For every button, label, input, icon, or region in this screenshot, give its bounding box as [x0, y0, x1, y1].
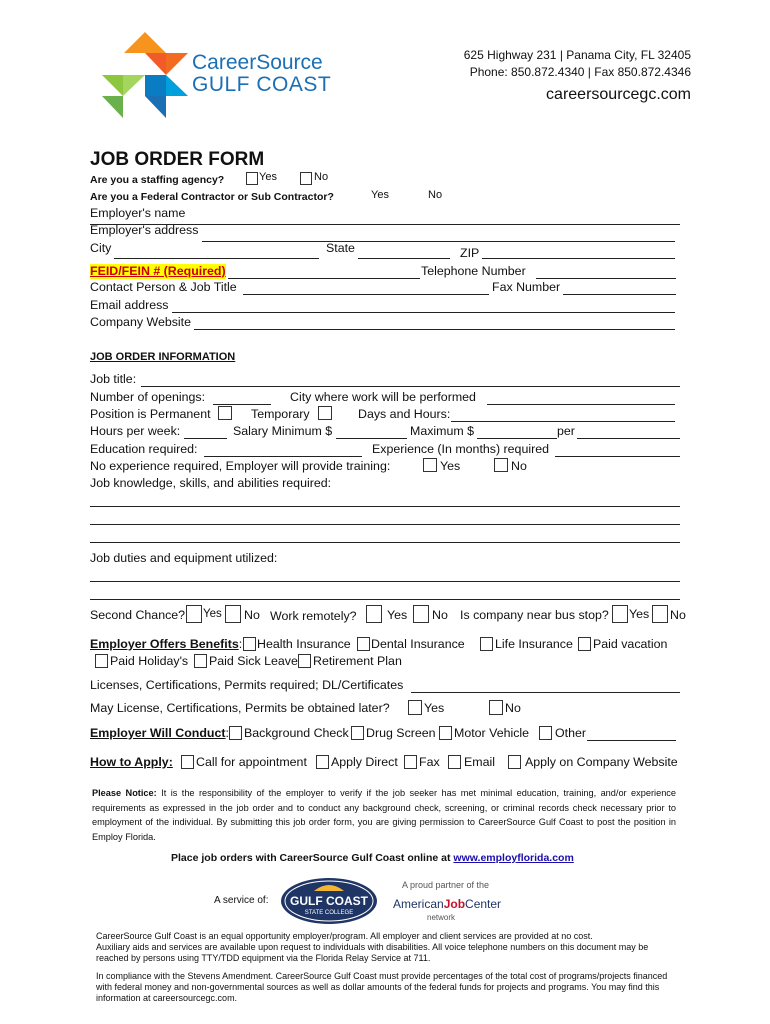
- feid-label: [90, 264, 226, 279]
- city-field[interactable]: [114, 258, 319, 259]
- background-check-label: Background Check: [244, 726, 349, 740]
- telephone-label: Telephone Number: [421, 264, 526, 278]
- paid-vacation-label: Paid vacation: [593, 637, 668, 651]
- footer-eeo: CareerSource Gulf Coast is an equal opportunity employer/program. All employer and client services are provided at no cost.: [96, 931, 593, 941]
- company-website-apply-label: Apply on Company Website: [525, 755, 678, 769]
- obtained-later-no-checkbox[interactable]: [489, 700, 503, 715]
- permanent-checkbox[interactable]: [218, 406, 232, 420]
- how-to-apply-label: How to Apply:: [90, 755, 173, 769]
- benefits-label: Employer Offers Benefits: [90, 637, 239, 651]
- other-conduct-checkbox[interactable]: [539, 726, 552, 740]
- duties-label: Job duties and equipment utilized:: [90, 551, 278, 565]
- no-experience-no-label: No: [511, 459, 527, 473]
- careersource-logo-mark: [100, 30, 190, 120]
- work-remotely-yes-label: Yes: [387, 608, 408, 622]
- knowledge-label: Job knowledge, skills, and abilities required:: [90, 476, 332, 490]
- paid-holidays-label: Paid Holiday's: [110, 654, 189, 668]
- no-experience-label: No experience required, Employer will provide training:: [90, 459, 391, 473]
- contact-label: Contact Person & Job Title: [90, 280, 237, 294]
- motor-vehicle-checkbox[interactable]: [439, 726, 452, 740]
- maximum-label: Maximum $: [410, 424, 475, 438]
- email-field[interactable]: [172, 312, 675, 313]
- college-name-line2: STATE COLLEGE: [304, 910, 354, 916]
- hours-week-field[interactable]: [184, 438, 227, 439]
- conduct-heading: Employer Will Conduct:: [90, 726, 229, 740]
- header-phone: Phone: 850.872.4340 | Fax 850.872.4346: [469, 65, 691, 79]
- notice-text: It is the responsibility of the employer to verify if the job seeker has met minimal education, training, and/or experience requirements as expressed in the job order and to conduct any background check, screening, or criminal records check necessary prior to employment of the individual. By submitting this job order form, you are giving permission to CareerSource Gulf Coast to post the position in Employ Florida.: [92, 788, 677, 842]
- days-hours-field[interactable]: [451, 421, 675, 422]
- federal-yes-label[interactable]: Yes: [371, 189, 389, 201]
- work-remotely-no-checkbox[interactable]: [413, 605, 429, 623]
- dental-insurance-checkbox[interactable]: [357, 637, 370, 651]
- zip-field[interactable]: [482, 258, 675, 259]
- footer-stevens: In compliance with the Stevens Amendment. CareerSource Gulf Coast must provide percentages of the total cost of programs/projects financed with federal money and non-governmental sources as well as dollar amounts of the federal funds for projects and programs. You may find this information at careersourcegc.com.: [96, 971, 668, 1003]
- service-of-label: A service of:: [214, 895, 269, 906]
- life-insurance-label: Life Insurance: [495, 637, 573, 651]
- apply-direct-label: Apply Direct: [331, 755, 398, 769]
- city-label: City: [90, 241, 112, 255]
- obtained-later-yes-checkbox[interactable]: [408, 700, 422, 715]
- health-insurance-label: Health Insurance: [257, 637, 351, 651]
- background-check-checkbox[interactable]: [229, 726, 242, 740]
- place-orders-line: [171, 851, 574, 866]
- temporary-label: Temporary: [251, 407, 310, 421]
- work-remotely-label: Work remotely?: [270, 609, 357, 623]
- duties-line-1[interactable]: [90, 581, 680, 582]
- ajc-job: Job: [443, 897, 466, 911]
- notice-paragraph: [92, 786, 676, 844]
- call-appointment-checkbox[interactable]: [181, 755, 194, 769]
- temporary-checkbox[interactable]: [318, 406, 332, 420]
- maximum-field[interactable]: [477, 438, 557, 439]
- hours-week-label: Hours per week:: [90, 424, 181, 438]
- no-experience-yes-checkbox[interactable]: [423, 458, 437, 472]
- bus-stop-no-label: No: [670, 608, 686, 622]
- staffing-no-checkbox[interactable]: [300, 172, 312, 185]
- federal-no-label[interactable]: No: [428, 189, 443, 201]
- staffing-question: Are you a staffing agency?: [90, 174, 225, 186]
- education-label: Education required:: [90, 442, 198, 456]
- drug-screen-checkbox[interactable]: [351, 726, 364, 740]
- fax-label: Fax Number: [492, 280, 561, 294]
- knowledge-line-2[interactable]: [90, 524, 680, 525]
- per-label: per: [557, 424, 575, 438]
- duties-line-2[interactable]: [90, 599, 680, 600]
- other-conduct-label: Other: [555, 726, 586, 740]
- gulf-coast-state-college-logo: [280, 877, 378, 925]
- drug-screen-label: Drug Screen: [366, 726, 436, 740]
- notice-label: Please Notice:: [92, 788, 157, 798]
- telephone-field[interactable]: [536, 278, 676, 279]
- experience-label: Experience (In months) required: [372, 442, 549, 456]
- second-chance-yes-label: Yes: [203, 608, 222, 620]
- job-title-label: Job title:: [90, 372, 137, 386]
- life-insurance-checkbox[interactable]: [480, 637, 493, 651]
- motor-vehicle-label: Motor Vehicle: [454, 726, 530, 740]
- job-title-field[interactable]: [141, 386, 680, 387]
- footer-auxiliary: Auxiliary aids and services are available upon request to individuals with disabilities. All voice telephone numbers on this document may be reached by persons using TTY/TDD equipment via the Florida Relay Service at 711.: [96, 942, 649, 963]
- page-title: JOB ORDER FORM: [90, 149, 265, 170]
- permanent-label: Position is Permanent: [90, 407, 211, 421]
- retirement-plan-label: Retirement Plan: [313, 654, 402, 668]
- second-chance-no-label: No: [244, 608, 260, 622]
- salary-min-label: Salary Minimum $: [233, 424, 333, 438]
- experience-field[interactable]: [555, 456, 680, 457]
- city-work-field[interactable]: [487, 404, 675, 405]
- company-website-label: Company Website: [90, 315, 192, 329]
- other-conduct-field[interactable]: [587, 740, 676, 741]
- fax-apply-label: Fax: [419, 755, 440, 769]
- ajc-american: American: [393, 897, 444, 911]
- salary-min-field[interactable]: [336, 438, 407, 439]
- employer-name-label: Employer's name: [90, 206, 186, 220]
- dental-insurance-label: Dental Insurance: [371, 637, 465, 651]
- contact-field[interactable]: [243, 294, 489, 295]
- days-hours-label: Days and Hours:: [358, 407, 451, 421]
- retirement-plan-checkbox[interactable]: [298, 654, 311, 668]
- proud-partner-label: A proud partner of the: [402, 880, 490, 890]
- city-work-label: City where work will be performed: [290, 390, 476, 404]
- per-field[interactable]: [577, 438, 680, 439]
- federal-question: Are you a Federal Contractor or Sub Contractor?: [90, 191, 334, 203]
- paid-vacation-checkbox[interactable]: [578, 637, 591, 651]
- state-label: State: [326, 241, 355, 255]
- logo-text-careersource: CareerSource: [192, 51, 323, 74]
- no-experience-yes-label: Yes: [440, 459, 461, 473]
- header-address: 625 Highway 231 | Panama City, FL 32405: [463, 48, 691, 62]
- conduct-label: Employer Will Conduct: [90, 726, 226, 740]
- feid-field[interactable]: [228, 278, 420, 279]
- logo-text-gulf-coast: GULF COAST: [192, 73, 332, 96]
- paid-sick-leave-checkbox[interactable]: [194, 654, 207, 668]
- employflorida-link[interactable]: www.employflorida.com: [453, 852, 574, 864]
- company-website-apply-checkbox[interactable]: [508, 755, 521, 769]
- zip-label: ZIP: [460, 246, 480, 260]
- education-field[interactable]: [204, 456, 362, 457]
- employer-address-field[interactable]: [202, 241, 675, 242]
- health-insurance-checkbox[interactable]: [243, 637, 256, 651]
- company-website-field[interactable]: [194, 329, 675, 330]
- college-name-line1: GULF COAST: [290, 894, 368, 908]
- fax-apply-checkbox[interactable]: [404, 755, 417, 769]
- apply-direct-checkbox[interactable]: [316, 755, 329, 769]
- fax-field[interactable]: [563, 294, 676, 295]
- ajc-center: Center: [465, 897, 502, 911]
- paid-holidays-checkbox[interactable]: [95, 654, 108, 668]
- bus-stop-yes-checkbox[interactable]: [612, 605, 628, 623]
- place-orders-text: Place job orders with CareerSource Gulf Coast online at: [171, 852, 451, 864]
- obtained-later-no-label: No: [505, 701, 521, 715]
- knowledge-line-3[interactable]: [90, 542, 680, 543]
- paid-sick-leave-label: Paid Sick Leave: [209, 654, 298, 668]
- second-chance-label: Second Chance?: [90, 608, 186, 622]
- ajc-network: network: [427, 913, 456, 922]
- call-appointment-label: Call for appointment: [196, 755, 307, 769]
- employer-address-label: Employer's address: [90, 223, 199, 237]
- staffing-yes-label: Yes: [259, 171, 277, 183]
- feid-label-text: FEID/FEIN # (Required): [90, 264, 226, 278]
- obtained-later-yes-label: Yes: [424, 701, 445, 715]
- second-chance-no-checkbox[interactable]: [225, 605, 241, 623]
- work-remotely-no-label: No: [432, 608, 448, 622]
- bus-stop-yes-label: Yes: [629, 607, 650, 621]
- openings-label: Number of openings:: [90, 390, 206, 404]
- work-remotely-yes-checkbox[interactable]: [366, 605, 382, 623]
- email-apply-checkbox[interactable]: [448, 755, 461, 769]
- header-website[interactable]: careersourcegc.com: [546, 86, 691, 103]
- job-order-section-title: JOB ORDER INFORMATION: [90, 351, 236, 363]
- second-chance-yes-checkbox[interactable]: [186, 605, 202, 623]
- bus-stop-no-checkbox[interactable]: [652, 605, 668, 623]
- state-field[interactable]: [358, 258, 450, 259]
- staffing-yes-checkbox[interactable]: [246, 172, 258, 185]
- bus-stop-label: Is company near bus stop?: [460, 608, 609, 622]
- licenses-required-field[interactable]: [411, 692, 680, 693]
- knowledge-line-1[interactable]: [90, 506, 680, 507]
- email-apply-label: Email: [464, 755, 495, 769]
- licenses-required-label: Licenses, Certifications, Permits required; DL/Certificates: [90, 678, 404, 692]
- staffing-no-label: No: [314, 171, 329, 183]
- no-experience-no-checkbox[interactable]: [494, 458, 508, 472]
- openings-field[interactable]: [213, 404, 271, 405]
- benefits-heading: Employer Offers Benefits:: [90, 637, 243, 651]
- obtained-later-label: May License, Certifications, Permits be obtained later?: [90, 701, 390, 715]
- email-label: Email address: [90, 298, 169, 312]
